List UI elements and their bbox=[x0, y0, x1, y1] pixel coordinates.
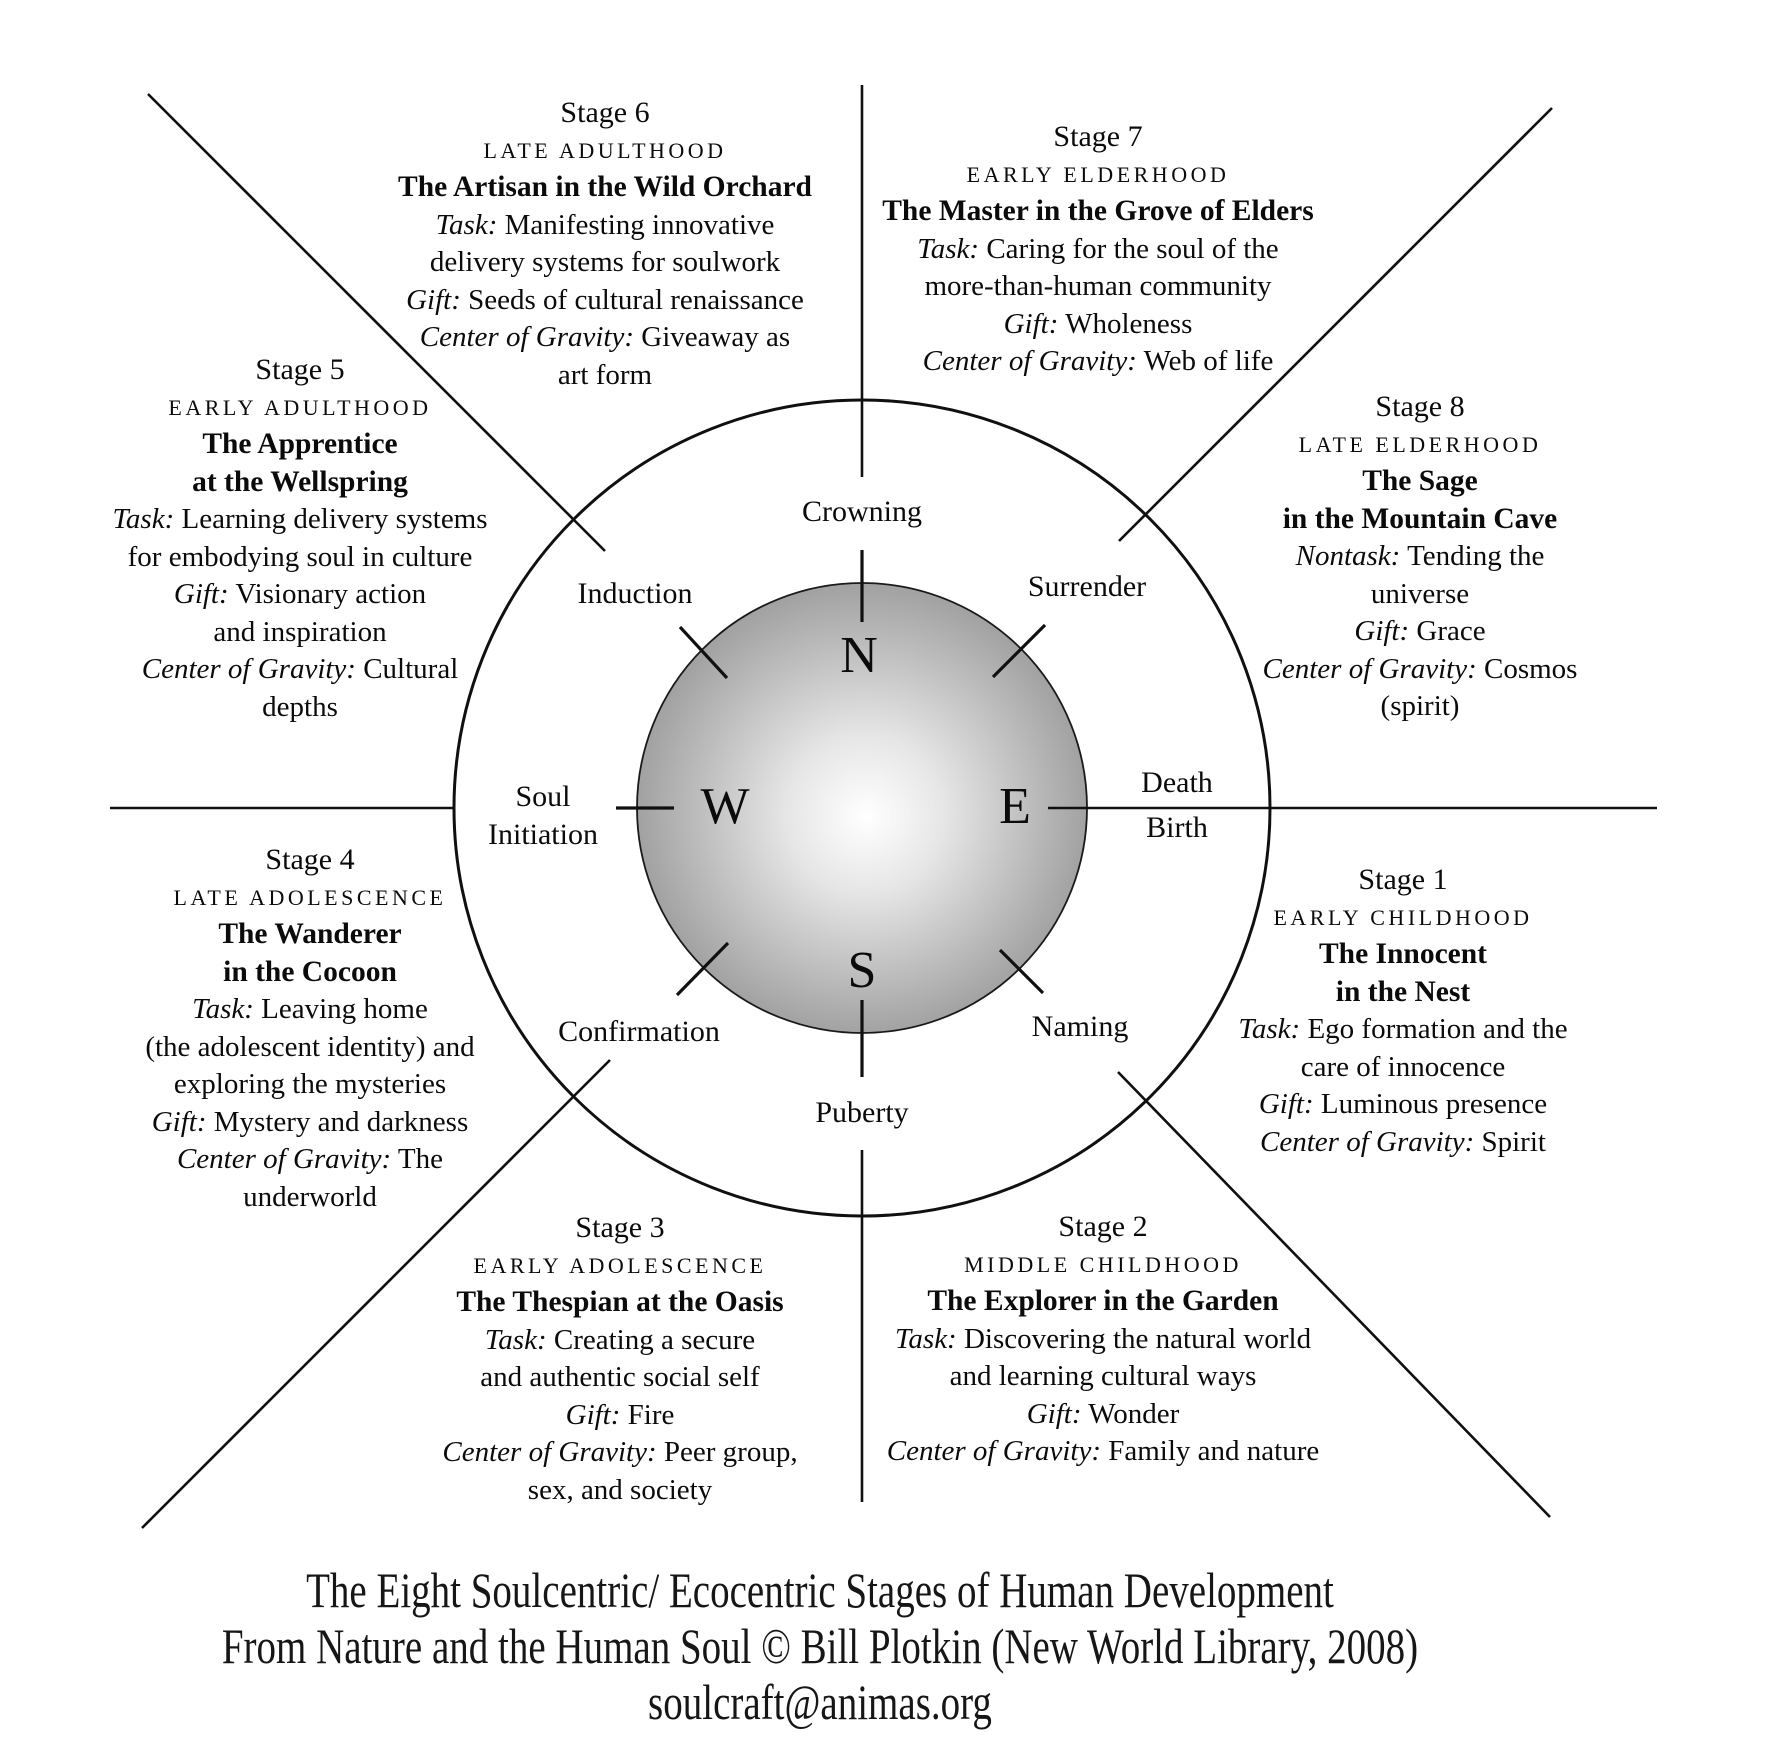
text-line: exploring the mysteries bbox=[173, 1068, 447, 1100]
text-line: Gift: Grace bbox=[1354, 615, 1486, 647]
text-line: in the Nest bbox=[1335, 975, 1471, 1008]
text-line: Gift: Mystery and darkness bbox=[151, 1105, 469, 1138]
transition-crowning: Crowning bbox=[802, 495, 922, 528]
stage-details bbox=[0, 501, 620, 726]
transition-puberty: Puberty bbox=[815, 1096, 909, 1129]
stage-label: Stage 2 bbox=[1058, 1210, 1148, 1243]
text-line: more-than-human community bbox=[924, 270, 1272, 302]
stage-phase: EARLY ADULTHOOD bbox=[168, 394, 432, 420]
text-line: Center of Gravity: Family and nature bbox=[886, 1435, 1320, 1467]
text-line: Center of Gravity: Cultural bbox=[141, 653, 459, 685]
text-line: Center of Gravity: Giveaway as bbox=[419, 321, 791, 353]
stage-details bbox=[783, 1321, 1423, 1471]
stage-phase: LATE ADOLESCENCE bbox=[173, 884, 447, 910]
text-line: The Apprentice bbox=[202, 428, 398, 460]
text-line: Task: Leaving home bbox=[192, 993, 428, 1025]
transition-naming: Naming bbox=[1031, 1010, 1129, 1043]
transition-induction: Induction bbox=[577, 577, 693, 610]
text-line: and authentic social self bbox=[480, 1361, 760, 1393]
text-line: in the Mountain Cave bbox=[1282, 502, 1558, 535]
text-line: Task: Manifesting innovative bbox=[435, 208, 775, 241]
stage-title bbox=[1100, 463, 1740, 538]
text-line: Task: Caring for the soul of the bbox=[917, 232, 1279, 265]
text-line: and inspiration bbox=[213, 615, 387, 648]
transition-surrender: Surrender bbox=[1027, 570, 1147, 603]
text-line: Center of Gravity: Peer group, bbox=[442, 1436, 798, 1468]
stage-label: Stage 6 bbox=[560, 96, 650, 129]
text-line: Center of Gravity: Spirit bbox=[1260, 1125, 1546, 1158]
text-line: Task: Ego formation and the bbox=[1238, 1013, 1568, 1045]
stage-label: Stage 5 bbox=[255, 353, 345, 386]
transition-confirmation: Confirmation bbox=[558, 1015, 720, 1048]
transition-death: Death bbox=[1141, 766, 1213, 799]
text-line: Center of Gravity: Web of life bbox=[922, 345, 1274, 377]
caption-source: From Nature and the Human Soul © Bill Plotkin (New World Library, 2008) bbox=[221, 1618, 1419, 1674]
text-line: (spirit) bbox=[1380, 690, 1460, 722]
text-line: for embodying soul in culture bbox=[127, 540, 473, 573]
stage-8-block bbox=[1100, 388, 1740, 726]
stage-4-block bbox=[0, 841, 630, 1216]
stage-title bbox=[1083, 936, 1723, 1011]
text-line: sex, and society bbox=[527, 1473, 713, 1506]
stage-title bbox=[783, 1283, 1423, 1321]
transition-birth: Birth bbox=[1146, 811, 1208, 844]
text-line: art form bbox=[557, 358, 653, 391]
text-line: (the adolescent identity) and bbox=[145, 1030, 475, 1063]
text-line: The Explorer in the Garden bbox=[927, 1285, 1279, 1317]
text-line: The Sage bbox=[1362, 465, 1478, 497]
compass-south: S bbox=[847, 942, 877, 999]
text-line: Gift: Seeds of cultural renaissance bbox=[406, 283, 804, 316]
text-line: at the Wellspring bbox=[192, 465, 408, 498]
caption-email: soulcraft@animas.org bbox=[648, 1674, 992, 1730]
text-line: in the Cocoon bbox=[223, 955, 397, 988]
text-line: delivery systems for soulwork bbox=[429, 246, 781, 278]
text-line: Nontask: Tending the bbox=[1295, 540, 1545, 572]
text-line: The Master in the Grove of Elders bbox=[882, 195, 1314, 227]
stage-label: Stage 4 bbox=[265, 843, 355, 876]
stage-phase: LATE ELDERHOOD bbox=[1298, 431, 1542, 457]
caption-title: The Eight Soulcentric/ Ecocentric Stages of Human Development bbox=[306, 1562, 1334, 1618]
text-line: Initiation bbox=[488, 818, 598, 851]
text-line: Gift: Fire bbox=[565, 1398, 675, 1431]
text-line: Task: Creating a secure bbox=[484, 1323, 756, 1356]
stage-1-block bbox=[1083, 861, 1723, 1161]
text-line: depths bbox=[262, 690, 338, 723]
text-line: universe bbox=[1370, 577, 1470, 610]
text-line: Soul bbox=[515, 780, 571, 813]
caption bbox=[0, 1562, 1640, 1730]
stage-phase: EARLY ELDERHOOD bbox=[966, 161, 1230, 187]
text-line: care of innocence bbox=[1300, 1050, 1506, 1083]
stage-title bbox=[778, 193, 1418, 231]
stage-title bbox=[0, 916, 630, 991]
text-line: Center of Gravity: The bbox=[176, 1143, 444, 1175]
stage-details bbox=[1083, 1011, 1723, 1161]
text-line: Task: Discovering the natural world bbox=[894, 1322, 1312, 1355]
stage-7-block bbox=[778, 118, 1418, 381]
stage-label: Stage 8 bbox=[1375, 390, 1465, 423]
text-line: The Thespian at the Oasis bbox=[456, 1286, 784, 1318]
stage-details bbox=[1100, 538, 1740, 726]
stage-title bbox=[0, 426, 620, 501]
text-line: Gift: Visionary action bbox=[173, 578, 427, 610]
stage-details bbox=[778, 231, 1418, 381]
text-line: Center of Gravity: Cosmos bbox=[1262, 652, 1578, 685]
stage-label: Stage 3 bbox=[575, 1211, 665, 1244]
stage-details bbox=[0, 991, 630, 1216]
text-line: Gift: Wholeness bbox=[1003, 307, 1193, 340]
text-line: The Artisan in the Wild Orchard bbox=[398, 171, 812, 203]
compass-north: N bbox=[840, 627, 878, 684]
text-line: underworld bbox=[243, 1180, 377, 1213]
stage-phase: LATE ADULTHOOD bbox=[483, 137, 727, 163]
text-line: Gift: Wonder bbox=[1026, 1397, 1180, 1430]
stage-2-block bbox=[783, 1208, 1423, 1471]
text-line: Gift: Luminous presence bbox=[1258, 1088, 1548, 1120]
stage-phase: EARLY CHILDHOOD bbox=[1273, 904, 1533, 930]
stage-phase: EARLY ADOLESCENCE bbox=[473, 1252, 767, 1278]
compass-west: W bbox=[700, 778, 750, 835]
stage-phase: MIDDLE CHILDHOOD bbox=[964, 1251, 1242, 1277]
text-line: The Innocent bbox=[1318, 938, 1487, 970]
compass-east: E bbox=[999, 778, 1031, 835]
stage-label: Stage 7 bbox=[1053, 120, 1143, 153]
text-line: The Wanderer bbox=[218, 918, 402, 950]
stage-label: Stage 1 bbox=[1358, 863, 1448, 896]
stage-5-block bbox=[0, 351, 620, 726]
text-line: and learning cultural ways bbox=[949, 1360, 1257, 1392]
text-line: Task: Learning delivery systems bbox=[112, 503, 488, 535]
